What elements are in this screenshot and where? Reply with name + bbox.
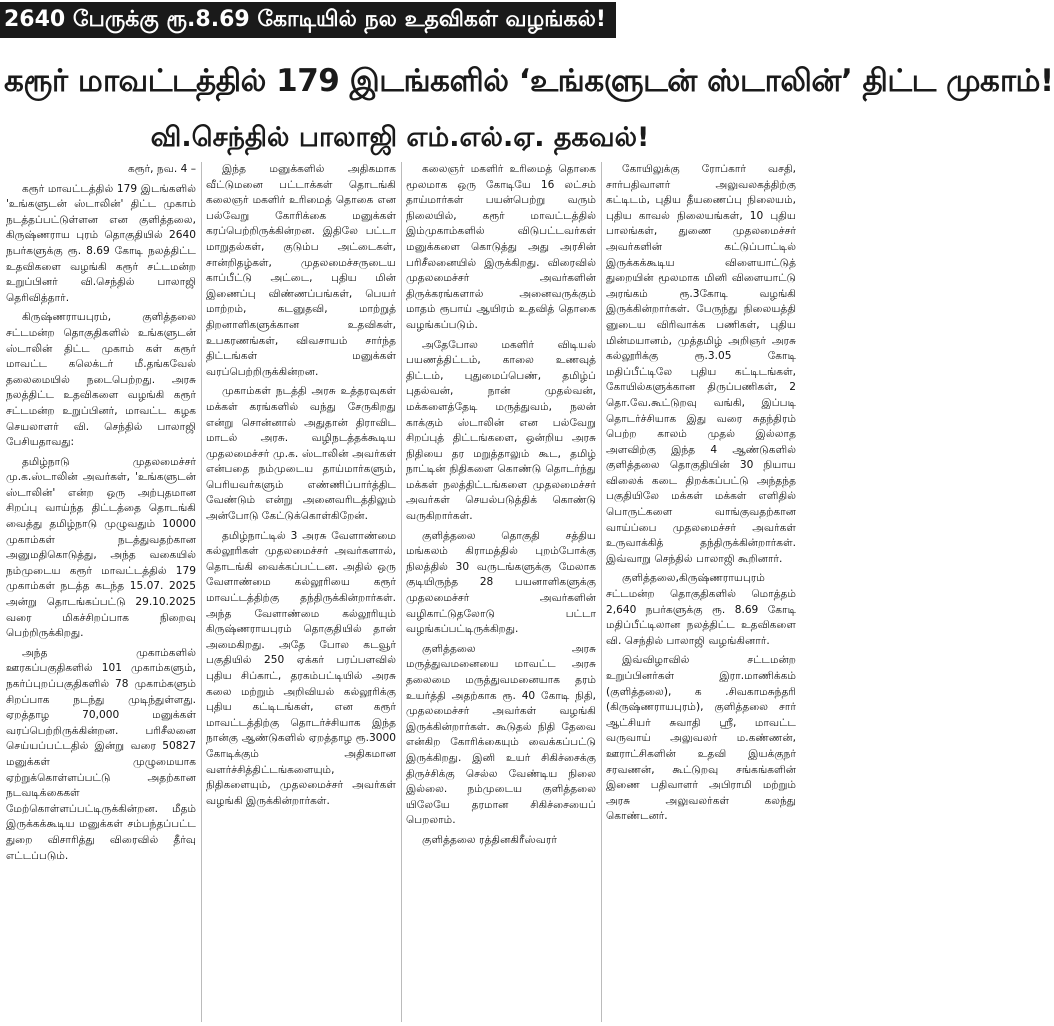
- column-3: [406, 162, 596, 1022]
- column-divider: [201, 162, 202, 1022]
- paragraph: கோயிலுக்கு ரோப்கார் வசதி, சார்பதிவாளர் அலுவலகத்திற்கு கட்டிடம், புதிய தீயணைப்பு நிலையம், புதிய காவல் நிலையங்கள், 10 புதிய பாலங்கள், துணை முதலமைச்சர் அவர்களின் கட்டுப்பாட்டில் இருக்கக்கூடிய விளையாட்டுத் துறையின் மூலமாக மினி விளையாட்டு அரங்கம் ரூ.3கோடி வழங்கி இருக்கின்றார்கள். பேருந்து நிலையத்தி னுடைய விரிவாக்க பணிகள், புதிய மின்மயானம், முத்தமிழ் அறிஞர் அரசு கல்லூரிக்கு ரூ.3.05 கோடி மதிப்பீட்டிலே புதிய கட்டிடங்கள், கோயில்களுக்கான திருப்பணிகள், 2 தொ.வே.கூட்டுறவு வங்கி, இப்படி தொடர்ச்சியாக இது வரை சுதந்திரம் பெற்ற காலம் முதல் இல்லாத அளவிற்கு இந்த 4 ஆண்டுகளில் குளித்தலை தொகுதியின் 30 நியாய விலைக் கடை திறக்கப்பட்டு அந்தந்த பகுதியிலே மக்கள் மக்கள் எளிதில் பொருட்களை வாங்குவதற்கான வாய்ப்பை முதலமைச்சர் அவர்கள் உருவாக்கித் தந்திருக்கின்றார்கள். இவ்வாறு செந்தில் பாலாஜி கூறினார்.: [606, 163, 796, 565]
- paragraph: இவ்விழாவில் சட்டமன்ற உறுப்பினர்கள் இரா.மாணிக்கம் (குளித்தலை), க .சிவகாமசுந்தரி (கிருஷ்ணராயபுரம்), குளித்தலை சார் ஆட்சியர் சுவாதி ஸ்ரீ, மாவட்ட வருவாய் அலுவலர் ம.கண்ணன், ஊராட்சிகளின் உதவி இயக்குநர் சரவணன், கூட்டுறவு சங்கங்களின் இணை பதிவாளர் அபிராமி மற்றும் அரசு அலுவலர்கள் கலந்து கொண்டனர்.: [606, 654, 796, 823]
- subheadline: வி.செந்தில் பாலாஜி எம்.எல்.ஏ. தகவல்!: [150, 122, 650, 153]
- dateline: கரூர், நவ. 4 –: [127, 163, 196, 175]
- headline: கரூர் மாவட்டத்தில் 179 இடங்களில் ‘உங்களுடன் ஸ்டாலின்’ திட்ட முகாம்!: [4, 63, 1054, 99]
- paragraph: அந்த முகாம்களில் ஊரகப்பகுதிகளில் 101 முகாம்களும், நகர்ப்புறப்பகுதிகளில் 78 முகாம்களும் சிறப்பாக நடந்து முடிந்துள்ளது. ஏறத்தாழ 70,000 மனுக்கள் வரப்பெற்றிருக்கின்றன. பரிசீலனை செய்யப்பட்டதில் இன்று வரை 50827 மனுக்கள் முழுமையாக ஏற்றுக்கொள்ளப்பட்டு அதற்கான நடவடிக்கைகள் மேற்கொள்ளப்பட்டிருக்கின்றன. மீதம் இருக்கக்கூடிய மனுக்கள் சம்பந்தப்பட்ட துறை விசாரித்து விரைவில் தீர்வு எட்டப்படும்.: [6, 646, 196, 862]
- paragraph: தமிழ்நாட்டில் 3 அரசு வேளாண்மை கல்லூரிகள் முதலமைச்சர் அவர்களால், தொடங்கி வைக்கப்பட்டன. அதில் ஒரு வேளாண்மை கல்லூரியை கரூர் மாவட்டத்திற்கு தந்திருக்கின்றார்கள். அந்த வேளாண்மை கல்லூரியும் கிருஷ்ணராயபுரம் தொகுதியில் தான் அமைகிறது. அதே போல கடவூர் பகுதியில் 250 ஏக்கர் பரப்பளவில் புதிய சிப்காட், தரகம்பட்டியில் அரசு கலை மற்றும் அறிவியல் கல்லூரிக்கு புதிய கட்டிடங்கள், என கரூர் மாவட்டத்திற்கு தொடர்ச்சியாக இந்த நான்கு ஆண்டுகளில் ஏறத்தாழ ரூ.3000 கோடிக்கும் அதிகமான வளர்ச்சித்திட்டங்களையும், நிதிகளையும், முதலமைச்சர் அவர்கள் வழங்கி இருக்கின்றார்கள்.: [206, 529, 396, 807]
- paragraph: குளித்தலை ரத்தினகிரீஸ்வரர்: [422, 833, 558, 846]
- kicker-banner: 2640 பேருக்கு ரூ.8.69 கோடியில் நல உதவிகள் வழங்கல்!: [0, 2, 616, 38]
- paragraph: முகாம்கள் நடத்தி அரசு உத்தரவுகள் மக்கள் கரங்களில் வந்து சேருகிறது என்று சொன்னால் அதுதான் திராவிட மாடல் அரசு. வழிநடத்தக்கூடிய முதலமைச்சர் மு.க. ஸ்டாலின் அவர்கள் என்பதை நம்முடைய தாய்மார்களும், பெரியவர்களும் எண்ணிப்பார்த்திட வேண்டும் என்று அனைவரிடத்திலும் அன்போடு கேட்டுக்கொள்கிறேன்.: [206, 385, 396, 523]
- column-4: [606, 162, 796, 1022]
- paragraph: கரூர் மாவட்டத்தில் 179 இடங்களில் 'உங்களுடன் ஸ்டாலின்' திட்ட முகாம் நடத்தப்பட்டுள்ளன என குளித்தலை, கிருஷ்ணராய புரம் தொகுதியில் 2640 நபர்களுக்கு ரூ. 8.69 கோடி நலத்திட்ட உதவிகளை வழங்கி கரூர் சட்டமன்ற உறுப்பினர் வி.செந்தில் பாலாஜி தெரிவித்தார்.: [6, 182, 196, 304]
- paragraph: அதேபோல மகளிர் விடியல் பயணத்திட்டம், காலை உணவுத் திட்டம், புதுமைப்பெண், தமிழ்ப் புதல்வன், நான் முதல்வன், மக்களைத்தேடி மருத்துவம், நலன் காக்கும் ஸ்டாலின் என பல்வேறு சிறப்புத் திட்டங்களை, ஒன்றிய அரசு நிதியை தர மறுத்தாலும் கூட, தமிழ் நாட்டின் நிதிகளை கொண்டு தொடர்ந்து மக்கள் நலத்திட்டங்களை முதலமைச்சர் அவர்கள் செயல்படுத்திக் கொண்டு வருகிறார்கள்.: [406, 338, 596, 523]
- paragraph: குளித்தலை அரசு மருத்துவமனையை மாவட்ட அரசு தலைமை மருத்துவமனையாக தரம் உயர்த்தி அதற்காக ரூ. 40 கோடி நிதி, முதலமைச்சர் அவர்கள் வழங்கி இருக்கின்றார்கள். கூடுதல் நிதி தேவை என்கிற கோரிக்கையும் வைக்கப்பட்டு இருக்கிறது. இனி உயர் சிகிச்சைக்கு திருச்சிக்கு செல்ல வேண்டிய நிலை இல்லை. நம்முடைய குளித்தலை யிலேயே தரமான சிகிச்சையைப் பெறலாம்.: [406, 642, 596, 827]
- paragraph: குளித்தலை,கிருஷ்ணராயபுரம் சட்டமன்ற தொகுதிகளில் மொத்தம் 2,640 நபர்களுக்கு ரூ. 8.69 கோடி மதிப்பீட்டிலான நலத்திட்ட உதவிகளை வி. செந்தில் பாலாஜி வழங்கினார்.: [606, 572, 796, 647]
- paragraph: தமிழ்நாடு முதலமைச்சர் மு.க.ஸ்டாலின் அவர்கள், 'உங்களுடன் ஸ்டாலின்' என்ற ஒரு அற்புதமான சிறப்பு வாய்ந்த திட்டத்தை தொடங்கி வைத்து தமிழ்நாடு முழுவதும் 10000 முகாம்கள் நடத்துவதற்கான அனுமதிகொடுத்து, அந்த வகையில் நம்முடைய கரூர் மாவட்டத்தில் 179 முகாம்கள் நடத்த கடந்த 15.07. 2025 அன்று தொடங்கப்பட்டு 29.10.2025 வரை மிகச்சிறப்பாக நிறைவு பெற்றிருக்கிறது.: [6, 455, 196, 640]
- column-1: [6, 162, 196, 1022]
- paragraph: கலைஞர் மகளிர் உரிமைத் தொகை மூலமாக ஒரு கோடியே 16 லட்சம் தாய்மார்கள் பயன்பெற்று வரும் நிலையில், கரூர் மாவட்டத்தில் இம்முகாம்களில் விடுபட்டவர்கள் மனுக்களை கொடுத்து அது அரசின் பரிசீலனையில் இருக்கிறது. விரைவில் முதலமைச்சர் அவர்களின் திருக்கரங்களால் அனைவருக்கும் மாதம் ரூபாய் ஆயிரம் உதவித் தொகை வழங்கப்படும்.: [406, 163, 596, 331]
- paragraph: குளித்தலை தொகுதி சத்திய மங்கலம் கிராமத்தில் புறம்போக்கு நிலத்தில் 30 வருடங்களுக்கு மேலாக குடியிருந்த 28 பயனாளிகளுக்கு முதலமைச்சர் அவர்களின் வழிகாட்டுதலோடு பட்டா வழங்கப்பட்டிருக்கிறது.: [406, 529, 596, 636]
- column-divider: [601, 162, 602, 1022]
- column-2: [206, 162, 396, 1022]
- paragraph: கிருஷ்ணராயபுரம், குளித்தலை சட்டமன்ற தொகுதிகளில் உங்களுடன் ஸ்டாலின் திட்ட முகாம் கள் கரூர் மாவட்ட கலெக்டர் மீ.தங்கவேல் தலைமையில் நடைபெற்றது. அரசு நலத்திட்ட உதவிகளை வழங்கி கரூர் சட்டமன்ற உறுப்பினர், மாவட்ட கழக செயலாளர் வி. செந்தில் பாலாஜி பேசியதாவது:: [6, 311, 196, 449]
- article-body: [6, 162, 796, 1022]
- paragraph: இந்த மனுக்களில் அதிகமாக வீட்டுமனை பட்டாக்கள் தொடங்கி கலைஞர் மகளிர் உரிமைத் தொகை என பல்வேறு கோரிக்கை மனுக்கள் கரப்பெற்றிருக்கின்றன. இதிலே பட்டா மாறுதல்கள், குடும்ப அட்டைகள், சான்றிதழ்கள், முதலமைச்சருடைய காப்பீட்டு அட்டை, புதிய மின் இணைப்பு விண்ணப்பங்கள், பெயர் மாற்றம், கடனுதவி, மாற்றுத் திறனாளிகளுக்கான உதவிகள், உபகரணங்கள், விவசாயம் சார்ந்த திட்டங்கள் மனுக்கள் வரப்பெற்றிருக்கின்றன.: [206, 163, 396, 378]
- column-divider: [401, 162, 402, 1022]
